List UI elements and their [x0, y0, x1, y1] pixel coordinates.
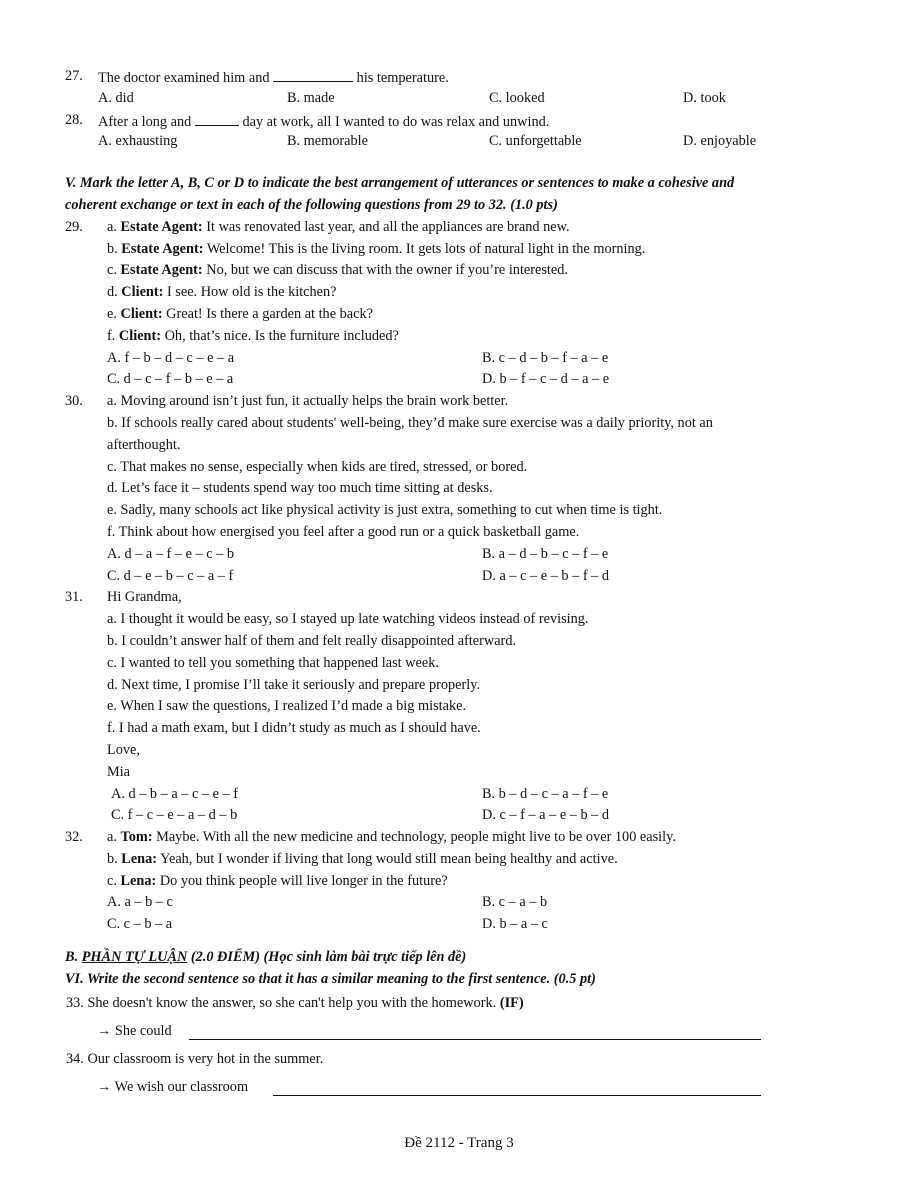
option-c: C. c – b – a — [107, 916, 173, 933]
list-item-row — [0, 631, 918, 653]
question-34 — [0, 1049, 918, 1077]
question-30-options — [0, 566, 918, 588]
list-item-row — [0, 718, 918, 740]
option-d: D. took — [683, 89, 726, 106]
list-item: d. Client: I see. How old is the kitchen? — [107, 284, 337, 301]
section-6-heading: VI. Write the second sentence so that it has a similar meaning to the first sentence. (0.5 pt) — [65, 970, 596, 987]
list-item: e. When I saw the questions, I realized I’d made a big mistake. — [107, 698, 467, 715]
question-29-options — [0, 369, 918, 391]
question-31-options — [0, 805, 918, 827]
question-number: 27. — [65, 68, 83, 84]
option-d: D. a – c – e – b – f – d — [482, 567, 610, 584]
question-29 — [0, 217, 918, 239]
list-item: b. Lena: Yeah, but I wonder if living that long would still mean being healthy and active. — [107, 850, 618, 867]
list-item: c. That makes no sense, especially when kids are tired, stressed, or bored. — [107, 458, 528, 475]
list-item-row — [0, 435, 918, 457]
option-a: A. exhausting — [98, 133, 178, 150]
question-31 — [0, 587, 918, 609]
option-c: C. looked — [489, 89, 545, 106]
list-item: b. Estate Agent: Welcome! This is the living room. It gets lots of natural light in the morning. — [107, 240, 646, 257]
option-b: B. c – a – b — [482, 894, 548, 911]
option-a: A. did — [98, 89, 134, 106]
list-item: b. If schools really cared about students' well-being, they’d make sure exercise was a daily priority, not an — [107, 414, 713, 431]
list-item-row — [0, 500, 918, 522]
letter-closing: Love, — [107, 741, 140, 758]
list-item-row — [0, 413, 918, 435]
list-item: f. Client: Oh, that’s nice. Is the furniture included? — [107, 327, 399, 344]
question-32-options — [0, 892, 918, 914]
page-footer: Đề 2112 - Trang 3 — [404, 1135, 514, 1151]
answer-blank — [195, 110, 239, 126]
answer-line[interactable] — [189, 1024, 761, 1040]
question-stem: 34. Our classroom is very hot in the summer. — [66, 1050, 324, 1067]
question-32-options — [0, 914, 918, 936]
section-5-heading: V. Mark the letter A, B, C or D to indicate the best arrangement of utterances or sentences to make a cohesive and — [65, 175, 735, 192]
answer-prompt: → She could — [97, 1022, 172, 1039]
question-number: 28. — [65, 111, 83, 128]
question-29-options — [0, 348, 918, 370]
letter-signature: Mia — [107, 763, 131, 780]
question-number: 31. — [65, 589, 83, 606]
list-item: e. Sadly, many schools act like physical activity is just extra, something to cut when time is tight. — [107, 502, 663, 519]
list-item-row — [0, 675, 918, 697]
list-item-row — [0, 457, 918, 479]
option-a: A. d – b – a – c – e – f — [111, 785, 239, 802]
option-d: D. b – f – c – d – a – e — [482, 371, 610, 388]
list-item: f. I had a math exam, but I didn’t study as much as I should have. — [107, 720, 481, 737]
list-item-row — [0, 609, 918, 631]
list-item: d. Next time, I promise I’ll take it seriously and prepare properly. — [107, 676, 481, 693]
list-item-row — [0, 696, 918, 718]
option-d: D. b – a – c — [482, 916, 548, 933]
option-a: A. a – b – c — [107, 894, 173, 911]
question-number: 32. — [65, 829, 83, 846]
answer-blank — [273, 66, 353, 82]
list-item: f. Think about how energised you feel after a good run or a quick basketball game. — [107, 523, 580, 540]
list-item: a. Moving around isn’t just fun, it actually helps the brain work better. — [107, 393, 509, 410]
question-stem: The doctor examined him and his temperature. — [98, 66, 449, 90]
question-number: 29. — [65, 218, 83, 235]
list-item: b. I couldn’t answer half of them and felt really disappointed afterward. — [107, 632, 517, 649]
list-item-row — [0, 304, 918, 326]
question-28-options — [0, 131, 918, 153]
question-32 — [0, 827, 918, 849]
question-27 — [0, 66, 918, 88]
list-item-row — [0, 478, 918, 500]
question-34-answer — [0, 1077, 918, 1105]
list-item-row — [0, 522, 918, 544]
question-stem: After a long and day at work, all I wanted to do was relax and unwind. — [98, 110, 549, 134]
list-item-row — [0, 326, 918, 348]
option-b: B. a – d – b – c – f – e — [482, 545, 609, 562]
exam-page — [0, 66, 918, 1105]
list-item: a. Estate Agent: It was renovated last year, and all the appliances are brand new. — [107, 218, 570, 235]
part-b-heading: B. PHẦN TỰ LUẬN (2.0 ĐIỂM) (Học sinh làm bài trực tiếp lên đề) — [65, 949, 467, 966]
question-stem: 33. She doesn't know the answer, so she can't help you with the homework. (IF) — [66, 994, 524, 1011]
letter-greeting: Hi Grandma, — [107, 589, 182, 606]
option-c: C. d – e – b – c – a – f — [107, 567, 234, 584]
option-b: B. made — [287, 89, 335, 106]
answer-line[interactable] — [273, 1080, 761, 1096]
option-a: A. d – a – f – e – c – b — [107, 545, 235, 562]
section-5-heading-cont: coherent exchange or text in each of the following questions from 29 to 32. (1.0 pts) — [65, 196, 558, 213]
list-item-row — [0, 282, 918, 304]
list-item: afterthought. — [107, 436, 181, 453]
question-30-options — [0, 544, 918, 566]
option-c: C. unforgettable — [489, 133, 582, 150]
question-number: 30. — [65, 393, 83, 410]
list-item: c. Estate Agent: No, but we can discuss that with the owner if you’re interested. — [107, 262, 568, 279]
option-d: D. enjoyable — [683, 133, 757, 150]
list-item-row — [0, 871, 918, 893]
question-31-options — [0, 784, 918, 806]
list-item: d. Let’s face it – students spend way too much time sitting at desks. — [107, 480, 493, 497]
question-33 — [0, 993, 918, 1021]
list-item: a. Tom: Maybe. With all the new medicine and technology, people might live to be over 100 easily. — [107, 829, 676, 846]
question-33-answer — [0, 1021, 918, 1049]
option-c: C. d – c – f – b – e – a — [107, 371, 234, 388]
answer-prompt: → We wish our classroom — [97, 1078, 249, 1095]
letter-signature-row — [0, 762, 918, 784]
list-item: c. Lena: Do you think people will live longer in the future? — [107, 872, 448, 889]
question-27-options — [0, 88, 918, 110]
list-item: e. Client: Great! Is there a garden at the back? — [107, 305, 373, 322]
list-item: a. I thought it would be easy, so I stayed up late watching videos instead of revising. — [107, 611, 589, 628]
option-c: C. f – c – e – a – d – b — [111, 807, 238, 824]
option-b: B. b – d – c – a – f – e — [482, 785, 609, 802]
option-a: A. f – b – d – c – e – a — [107, 349, 235, 366]
list-item-row — [0, 239, 918, 261]
option-d: D. c – f – a – e – b – d — [482, 807, 610, 824]
option-b: B. c – d – b – f – a – e — [482, 349, 609, 366]
letter-closing-row — [0, 740, 918, 762]
question-30 — [0, 391, 918, 413]
list-item-row — [0, 849, 918, 871]
question-28 — [0, 110, 918, 132]
option-b: B. memorable — [287, 133, 368, 150]
list-item-row — [0, 653, 918, 675]
list-item: c. I wanted to tell you something that happened last week. — [107, 654, 439, 671]
list-item-row — [0, 260, 918, 282]
